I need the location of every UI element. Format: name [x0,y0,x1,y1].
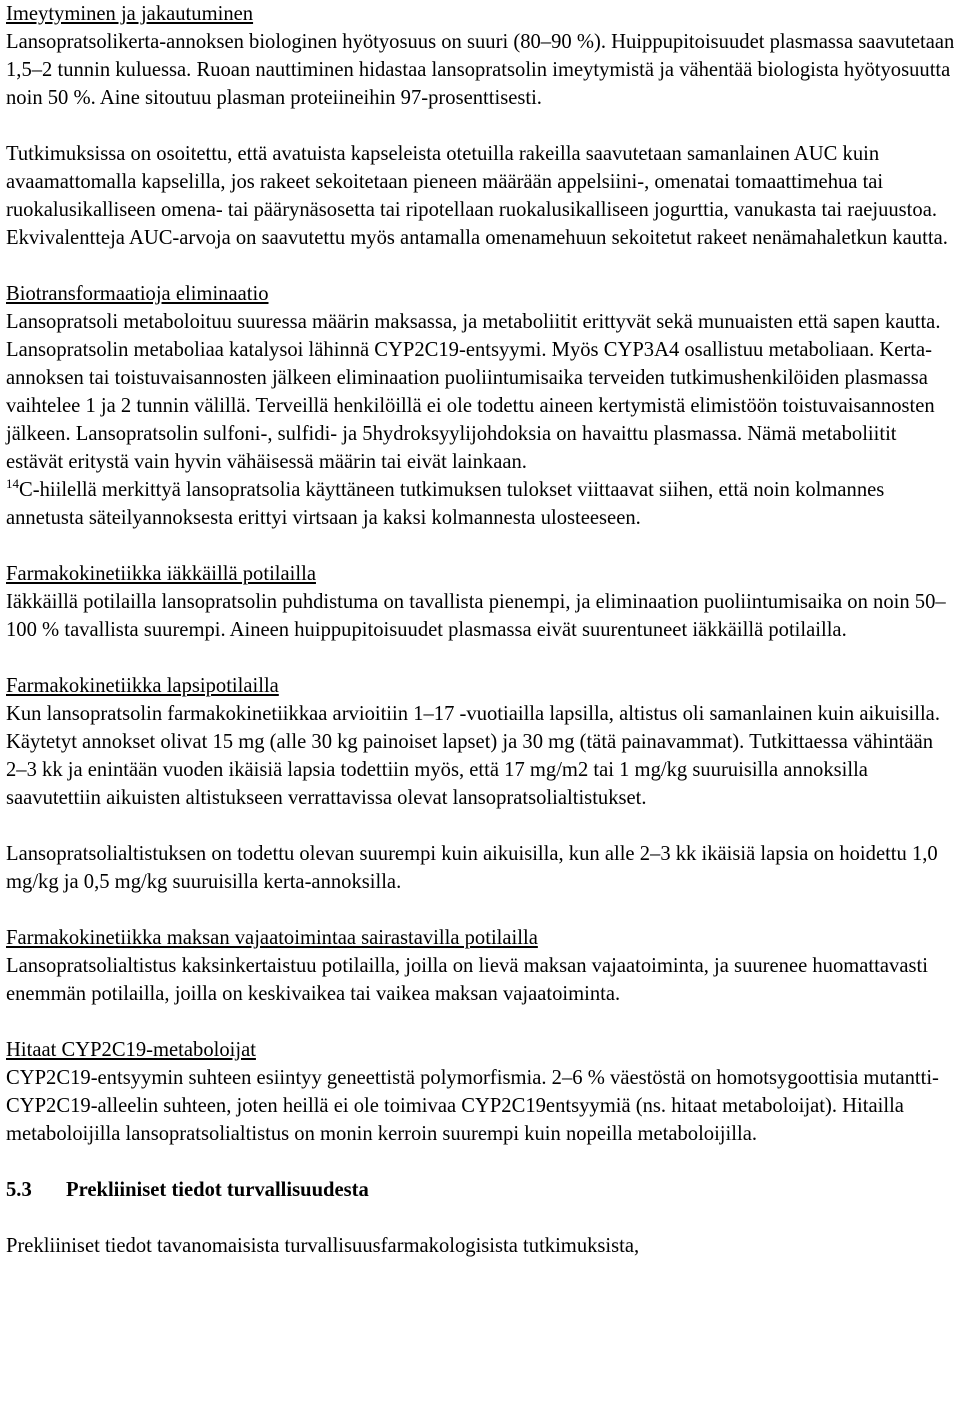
section-title-text: Prekliiniset tiedot turvallisuudesta [66,1179,369,1201]
section-elderly [6,560,956,644]
heading-biotransformation: Biotransformaatioja eliminaatio [6,283,269,305]
paragraph-elderly: Iäkkäillä potilailla lansopratsolin puhdistuma on tavallista pienempi, ja eliminaation puoliintumisaika on noin 50–100 % tavallista suurempi. Aineen huippupitoisuudet plasmassa eivät suurentuneet iäkkäillä potilailla. [6,591,946,641]
heading-elderly: Farmakokinetiikka iäkkäillä potilailla [6,563,316,585]
section-liver [6,924,956,1008]
section-absorption [6,0,956,112]
section-children-2 [6,840,956,896]
paragraph-absorption-1: Lansopratsolikerta-annoksen biologinen hyötyosuus on suuri (80–90 %). Huippupitoisuudet plasmassa saavutetaan 1,5–2 tunnin kuluessa. Ruoan nauttiminen hidastaa lansopratsolin imeytymistä ja vähentää biologista hyötyosuutta noin 50 %. Aine sitoutuu plasman proteiineihin 97-prosenttisesti. [6,31,955,109]
paragraph-biotransformation-2 [6,476,956,532]
section-children [6,672,956,812]
paragraph-absorption-2: Tutkimuksissa on osoitettu, että avatuista kapseleista otetuilla rakeilla saavutetaan samanlainen AUC kuin avaamattomalla kapselilla, jos rakeet sekoitetaan pieneen määrään appelsiini-, omenatai tomaattimehua tai ruokalusikalliseen omena- tai päärynäsosetta tai ripotellaan ruokalusikalliseen jogurttia, vanukasta tai raejuustoa. Ekvivalentteja AUC-arvoja on saavutettu myös antamalla omenamehuun sekoitetut rakeet nenämahaletkun kautta. [6,143,948,249]
heading-children: Farmakokinetiikka lapsipotilailla [6,675,279,697]
heading-slow-metabolizers: Hitaat CYP2C19-metaboloijat [6,1039,256,1061]
heading-absorption: Imeytyminen ja jakautuminen [6,3,254,25]
paragraph-preclinical: Prekliiniset tiedot tavanomaisista turvallisuusfarmakologisista tutkimuksista, [6,1235,640,1257]
paragraph-liver: Lansopratsolialtistus kaksinkertaistuu potilailla, joilla on lievä maksan vajaatoiminta, ja suurenee huomattavasti enemmän potilailla, joilla on keskivaikea tai vaikea maksan vajaatoiminta. [6,955,928,1005]
heading-liver: Farmakokinetiikka maksan vajaatoimintaa sairastavilla potilailla [6,927,538,949]
section-title-preclinical [6,1176,956,1204]
isotope-superscript: 14 [6,476,19,492]
section-absorption-granules [6,140,956,252]
paragraph-biotransformation-1: Lansopratsoli metaboloituu suuressa määrin maksassa, ja metaboliitit erittyvät sekä munuaisten että sapen kautta. Lansopratsolin metaboliaa katalysoi lähinnä CYP2C19-entsyymi. Myös CYP3A4 osallistuu metaboliaan. Kerta-annoksen tai toistuvaisannosten jälkeen eliminaation puoliintumisaika terveiden tutkimushenkilöiden plasmassa vaihtelee 1 ja 2 tunnin välillä. Terveillä henkilöillä ei ole todettu aineen kertymistä elimistöön toistuvaisannosten jälkeen. Lansopratsolin sulfoni-, sulfidi- ja 5hydroksyylijohdoksia on havaittu plasmassa. Nämä metaboliitit estävät eritystä vain hyvin vähäisessä määrin tai eivät lainkaan. [6,311,941,473]
paragraph-biotransformation-2-text: C-hiilellä merkittyä lansopratsolia käyttäneen tutkimuksen tulokset viittaavat siihen, että noin kolmannes annetusta säteilyannoksesta erittyi virtsaan ja kaksi kolmannesta ulosteeseen. [6,479,885,529]
section-slow-metabolizers [6,1036,956,1148]
paragraph-slow-metabolizers: CYP2C19-entsyymin suhteen esiintyy geneettistä polymorfismia. 2–6 % väestöstä on homotsygoottisia mutantti-CYP2C19-alleelin suhteen, joten heillä ei ole toimivaa CYP2C19entsyymiä (ns. hitaat metaboloijat). Hitailla metaboloijilla lansopratsolialtistus on monin kerroin suurempi kuin nopeilla metaboloijilla. [6,1067,939,1145]
paragraph-children-1: Kun lansopratsolin farmakokinetiikkaa arvioitiin 1–17 -vuotiailla lapsilla, altistus oli samanlainen kuin aikuisilla. Käytetyt annokset olivat 15 mg (alle 30 kg painoiset lapset) ja 30 mg (tätä painavammat). Tutkittaessa vähintään 2–3 kk ja enintään vuoden ikäisiä lapsia todettiin myös, että 17 mg/m2 tai 1 mg/kg suuruisilla annoksilla saavutettiin aikuisten altistukseen verrattavissa olevat lansopratsolialtistukset. [6,703,940,809]
section-number: 5.3 [6,1179,32,1201]
paragraph-children-2: Lansopratsolialtistuksen on todettu olevan suurempi kuin aikuisilla, kun alle 2–3 kk ikäisiä lapsia on hoidettu 1,0 mg/kg ja 0,5 mg/kg suuruisilla kerta-annoksilla. [6,843,938,893]
section-biotransformation [6,280,956,532]
